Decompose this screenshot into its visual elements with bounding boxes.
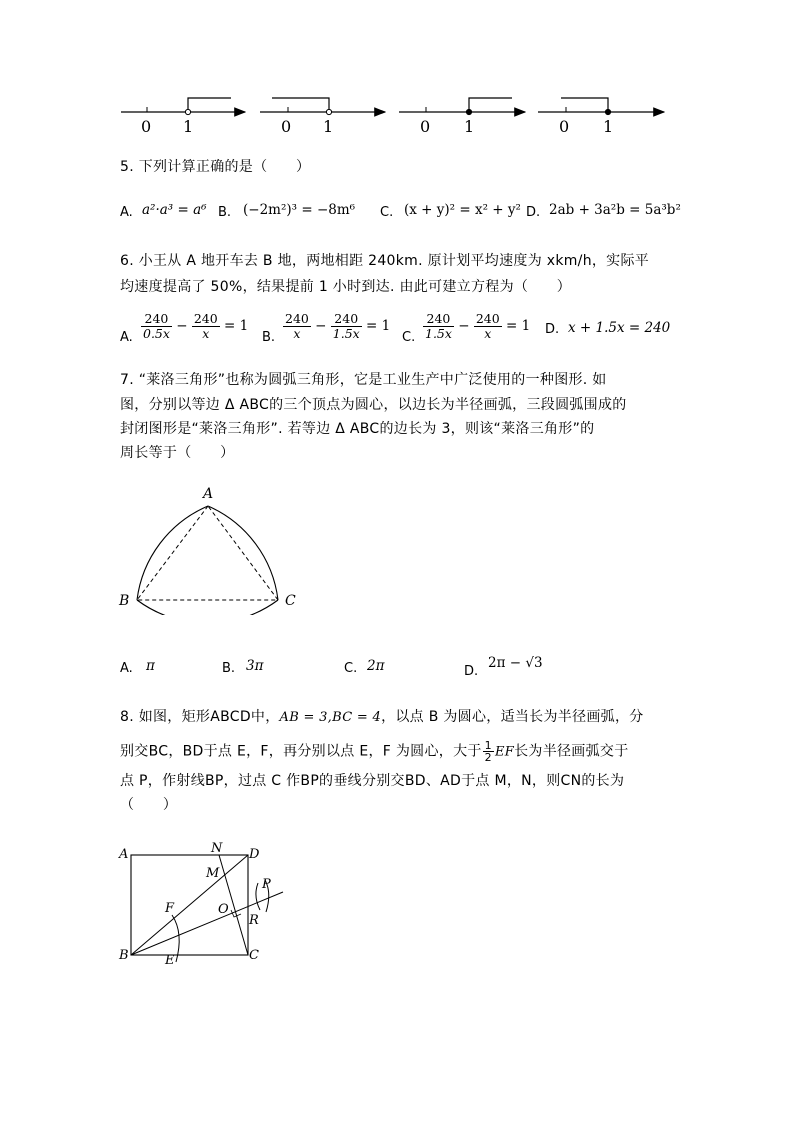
equation-rhs: = 1 — [366, 318, 391, 334]
diagonal-bd — [131, 855, 248, 955]
fraction-denominator: x — [202, 326, 210, 341]
q5-option-a: a²·a³ = a⁶ — [142, 202, 207, 218]
q7-option-a: π — [146, 658, 155, 674]
q7-stem-line-4: 周长等于（ ） — [120, 445, 235, 461]
fraction-denominator: 1.5x — [332, 326, 360, 341]
point-label-d: D — [249, 847, 260, 862]
fraction-numerator: 240 — [423, 312, 454, 327]
point-label-p: P — [262, 877, 271, 892]
q5-option-a-label: A. — [120, 205, 133, 220]
q5-stem: 5. 下列计算正确的是（ ） — [120, 159, 311, 175]
fraction-denominator: x — [484, 326, 492, 341]
number-line-a — [121, 98, 245, 136]
q8-line1-condition: AB = 3,BC = 4 — [279, 710, 382, 725]
tick-zero: 0 — [281, 117, 292, 136]
q5-option-c-label: C. — [380, 205, 394, 220]
point-label-m: M — [206, 866, 220, 881]
q7-option-b: 3π — [246, 658, 264, 674]
q5-option-d: 2ab + 3a²b = 5a³b² — [549, 202, 681, 218]
q6-option-d-label: D. — [545, 322, 560, 337]
vertex-label-c: C — [285, 593, 296, 609]
q5-option-b: (−2m²)³ = −8m⁶ — [243, 202, 356, 218]
fraction-denominator: 0.5x — [143, 326, 170, 341]
reuleaux-triangle-figure — [110, 480, 310, 615]
number-line-b — [260, 98, 385, 136]
q8-line1-part-a: 8. 如图，矩形ABCD中， — [120, 709, 280, 725]
q7-option-d-label: D. — [464, 664, 479, 679]
fraction-numerator: 240 — [285, 311, 309, 326]
q5-option-b-label: B. — [218, 205, 232, 220]
fraction-numerator: 240 — [331, 312, 362, 327]
q7-option-a-label: A. — [120, 661, 133, 676]
point-label-a: A — [119, 847, 129, 862]
q7-option-c-label: C. — [344, 661, 358, 676]
number-lines-figure — [0, 90, 794, 140]
point-label-e: E — [165, 953, 175, 968]
q6-stem-line-2: 均速度提高了 50%，结果提前 1 小时到达. 由此可建立方程为（ ） — [120, 279, 572, 295]
q6-option-c-label: C. — [402, 330, 416, 345]
q5-option-d-label: D. — [526, 205, 541, 220]
tick-zero: 0 — [141, 117, 152, 136]
q7-stem-line-3: 封闭图形是“莱洛三角形”. 若等边 Δ ABC的边长为 3，则该“莱洛三角形”的 — [120, 421, 595, 437]
point-label-c: C — [249, 948, 259, 963]
q6-option-d: x + 1.5x = 240 — [568, 320, 671, 336]
q8-line2-ef: EF — [494, 744, 515, 760]
q6-stem-line-1: 6. 小王从 A 地开车去 B 地，两地相距 240km. 原计划平均速度为 xkm/h，实际平 — [120, 253, 650, 269]
number-line-c — [399, 98, 525, 136]
tick-one: 1 — [464, 117, 475, 136]
tick-one: 1 — [603, 117, 614, 136]
q7-option-c: 2π — [367, 658, 385, 674]
q6-option-b-label: B. — [262, 330, 276, 345]
point-label-n: N — [211, 841, 223, 856]
tick-zero: 0 — [559, 117, 570, 136]
q8-line2-part-a: 别交BC，BD于点 E，F，再分别以点 E，F 为圆心，大于 — [120, 743, 482, 760]
fraction-denominator: 2 — [484, 751, 492, 764]
q8-stem-line-3: 点 P，作射线BP，过点 C 作BP的垂线分别交BD、AD于点 M，N，则CN的长为 — [120, 773, 625, 789]
q8-line2-part-c: 长为半径画弧交于 — [514, 743, 629, 760]
q8-stem-line-1 — [120, 706, 644, 726]
equilateral-triangle — [137, 506, 278, 600]
number-line-d — [538, 98, 664, 136]
q6-option-c — [423, 312, 530, 341]
fraction-numerator: 1 — [484, 739, 492, 752]
ray-bp — [131, 892, 283, 955]
arc-p-left — [256, 883, 260, 910]
q6-option-a-label: A. — [120, 330, 133, 345]
fraction-numerator: 240 — [475, 311, 500, 326]
q7-stem-line-1: 7. “莱洛三角形”也称为圆弧三角形，它是工业生产中广泛使用的一种图形. 如 — [120, 372, 607, 388]
fraction-denominator: x — [293, 326, 301, 341]
q7-stem-line-2: 图，分别以等边 Δ ABC的三个顶点为圆心，以边长为半径画弧，三段圆弧围成的 — [120, 397, 627, 413]
tick-zero: 0 — [420, 117, 431, 136]
point-label-o: O — [218, 902, 229, 917]
q6-option-b — [283, 312, 390, 341]
operator: − — [176, 318, 188, 334]
q7-option-b-label: B. — [222, 661, 236, 676]
fraction-numerator: 240 — [193, 311, 218, 326]
fraction-numerator: 240 — [141, 312, 172, 327]
q5-option-c: (x + y)² = x² + y² — [404, 202, 521, 218]
q6-option-a — [141, 312, 248, 341]
q8-line1-part-c: ，以点 B 为圆心，适当长为半径画弧，分 — [381, 709, 644, 725]
equation-rhs: = 1 — [506, 318, 531, 334]
tick-one: 1 — [183, 117, 194, 136]
equation-rhs: = 1 — [224, 318, 249, 334]
vertex-label-a: A — [203, 486, 214, 502]
point-label-r: R — [249, 913, 259, 928]
q8-stem-line-4: （ ） — [120, 797, 178, 813]
operator: − — [315, 318, 327, 334]
arc-bc — [137, 600, 278, 615]
fraction-denominator: 1.5x — [425, 326, 452, 341]
q7-option-d: 2π − √3 — [488, 655, 543, 671]
rectangle-abcd-figure — [110, 838, 300, 968]
q8-stem-line-2 — [120, 740, 629, 763]
tick-one: 1 — [323, 117, 334, 136]
point-label-b: B — [119, 948, 129, 963]
vertex-label-b: B — [119, 593, 130, 609]
point-label-f: F — [165, 901, 175, 916]
operator: − — [458, 318, 470, 334]
